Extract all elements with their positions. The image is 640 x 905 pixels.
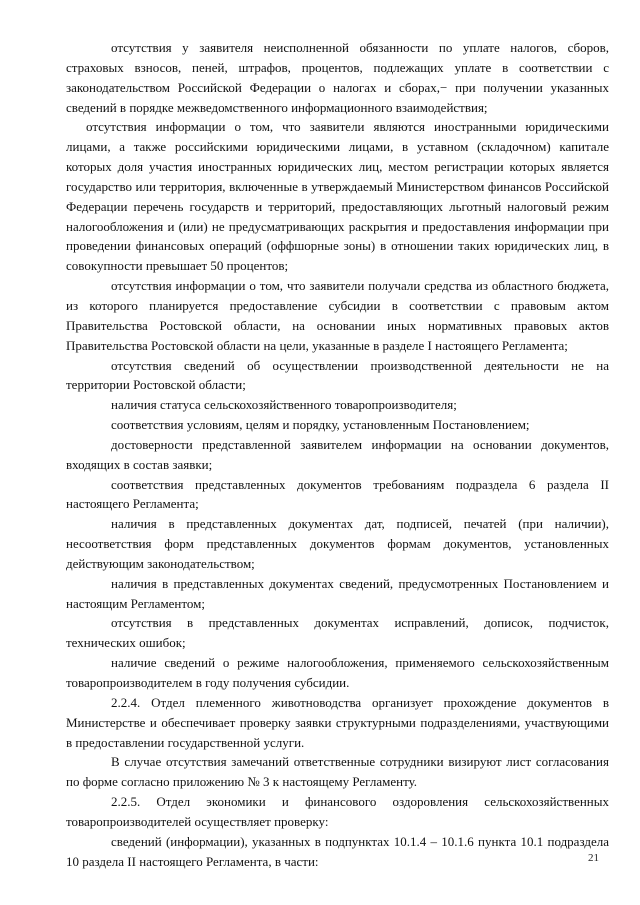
paragraph-required-information: наличия в представленных документах сведений, предусмотренных Постановлением и настоящим Регламентом; [66, 575, 609, 611]
paragraph-information-reliability: достоверности представленной заявителем информации на основании документов, входящих в состав заявки; [66, 436, 609, 472]
paragraph-production-activity: отсутствия сведений об осуществлении производственной деятельности не на территории Ростовской области; [66, 357, 609, 393]
paragraph-foreign-entities: отсутствия информации о том, что заявители являются иностранными юридическими лицами, а также российскими юридическими лицами, в уставном (складочном) капитале которых доля участия иностранных юридических лиц, местом регистрации которых является государство или территория, включенные в утверждаемый Министерством финансов Российской Федерации перечень государств и территорий, предоставляющих льготный налоговый режим налогообложения и (или) не предусматривающих раскрытия и предоставления информации при проведении финансовых операций (оффшорные зоны) в отношении таких юридических лиц, в совокупности превышает 50 процентов; [66, 119, 609, 274]
paragraph-section-2-2-4: 2.2.4. Отдел племенного животноводства организует прохождение документов в Министерстве и обеспечивает проверку заявки структурными подразделениями, участвующими в предоставлении государственной услуги. [66, 694, 609, 750]
paragraph-no-corrections: отсутствия в представленных документах исправлений, дописок, подчисток, технических ошибок; [66, 615, 609, 651]
paragraph-documents-compliance: соответствия представленных документов требованиям подраздела 6 раздела II настоящего Регламента; [66, 476, 609, 512]
paragraph-conditions-compliance: соответствия условиям, целям и порядку, установленным Постановлением; [111, 417, 530, 433]
paragraph-section-2-2-5: 2.2.5. Отдел экономики и финансового оздоровления сельскохозяйственных товаропроизводителей осуществляет проверку: [66, 794, 609, 829]
paragraph-tax-arrears: отсутствия у заявителя неисполненной обязанности по уплате налогов, сборов, страховых взносов, пеней, штрафов, процентов, подлежащих уплате в соответствии с законодательством Российской Федерации о налогах и сборах,− при получении указанных сведений в порядке межведомственного информационного взаимодействия; [66, 40, 609, 115]
paragraph-dates-signatures: наличия в представленных документах дат, подписей, печатей (при наличии), несоответствия форм представленных документов формам документов, установленных действующим законодательством; [66, 516, 609, 571]
document-page [66, 38, 609, 871]
paragraph-information-check: сведений (информации), указанных в подпунктах 10.1.4 – 10.1.6 пункта 10.1 подраздела 10 раздела II настоящего Регламента, в части: [66, 833, 609, 869]
page-number: 21 [588, 852, 599, 864]
paragraph-approval-sheet: В случае отсутствия замечаний ответственные сотрудники визируют лист согласования по форме согласно приложению № 3 к настоящему Регламенту. [66, 754, 609, 790]
paragraph-producer-status: наличия статуса сельскохозяйственного товаропроизводителя; [111, 397, 457, 413]
paragraph-tax-regime: наличие сведений о режиме налогообложения, применяемого сельскохозяйственным товаропроизводителем в году получения субсидии. [66, 655, 609, 690]
paragraph-regional-budget: отсутствия информации о том, что заявители получали средства из областного бюджета, из которого планируется предоставление субсидии в соответствии с правовым актом Правительства Ростовской области, на основании иных нормативных правовых актов Правительства Ростовской области на цели, указанные в разделе I настоящего Регламента; [66, 278, 609, 353]
